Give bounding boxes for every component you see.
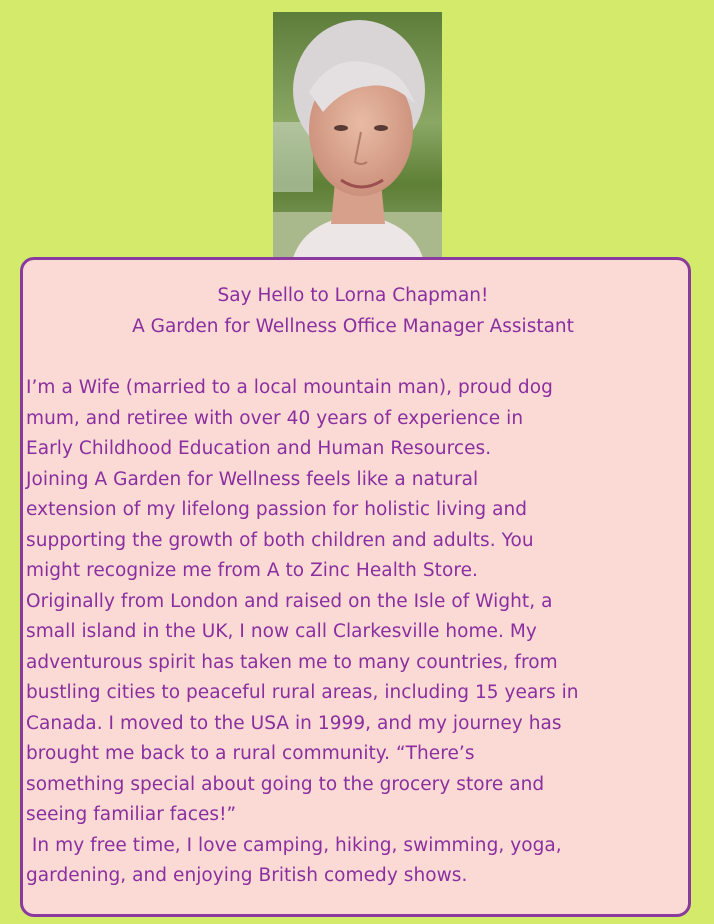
bio-line: might recognize me from A to Zinc Health Store. — [26, 560, 478, 581]
bio-line: mum, and retiree with over 40 years of experience in — [26, 407, 524, 429]
bio-line: adventurous spirit has taken me to many countries, from — [26, 651, 558, 673]
bio-text — [26, 373, 688, 892]
bio-line: extension of my lifelong passion for holistic living and — [26, 499, 528, 520]
bio-line: I’m a Wife (married to a local mountain man), proud dog — [26, 377, 553, 398]
bio-line: Originally from London and raised on the Isle of Wight, a — [26, 590, 553, 612]
bio-line: supporting the growth of both children and adults. You — [26, 529, 534, 551]
bio-heading — [26, 280, 688, 342]
bio-line: small island in the UK, I now call Clarkesville home. My — [26, 621, 537, 642]
bio-card — [20, 257, 691, 917]
bio-line: Early Childhood Education and Human Resources. — [26, 438, 492, 459]
bio-line: something special about going to the grocery store and — [26, 773, 545, 795]
bio-line: brought me back to a rural community. “There’s — [26, 743, 475, 764]
bio-line: bustling cities to peaceful rural areas, including 15 years in — [26, 682, 579, 703]
role-subtitle: A Garden for Wellness Office Manager Assistant — [132, 316, 574, 337]
bio-line: Joining A Garden for Wellness feels like a natural — [26, 468, 479, 490]
bio-line: seeing familiar faces!” — [26, 804, 237, 825]
bio-line: In my free time, I love camping, hiking, swimming, yoga, — [26, 834, 562, 856]
bio-line: gardening, and enjoying British comedy shows. — [26, 865, 468, 886]
greeting-title: Say Hello to Lorna Chapman! — [217, 285, 489, 306]
bio-line: Canada. I moved to the USA in 1999, and my journey has — [26, 712, 562, 734]
portrait-photo — [273, 12, 442, 258]
